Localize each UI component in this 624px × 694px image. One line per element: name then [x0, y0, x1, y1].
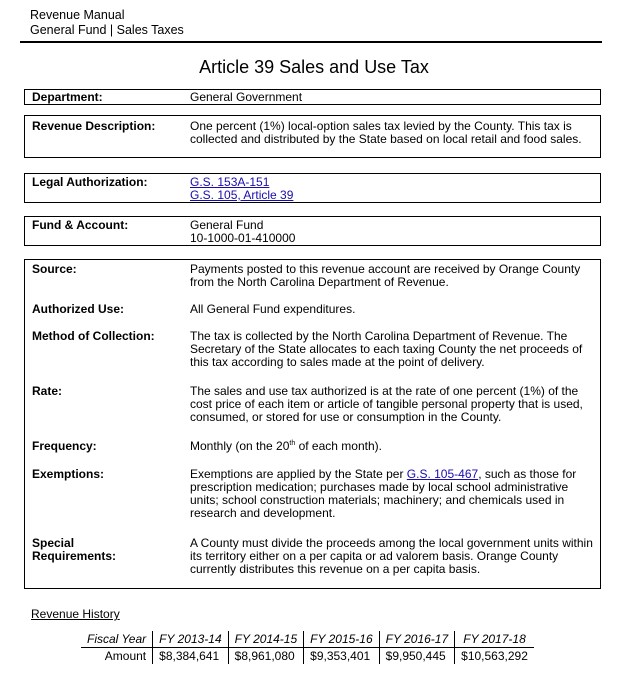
manual-title: Revenue Manual	[30, 8, 125, 22]
amount-cell: $9,950,445	[379, 648, 455, 665]
gs-105-article-39-link[interactable]: G.S. 105, Article 39	[190, 188, 294, 202]
frequency-label: Frequency:	[32, 439, 97, 453]
special-requirements-label: Special Requirements:	[32, 536, 117, 563]
exemptions-value: Exemptions are applied by the State per G.S. 105-467, such as those for prescription medication; purchases made by local school administrative units; school construction materials; machinery; and chemicals used in research and development.	[190, 467, 577, 520]
revenue-description-value: One percent (1%) local-option sales tax levied by the County. This tax is collected and distributed by the State based on local retail and food sales.	[190, 119, 582, 146]
amount-cell: $9,353,401	[304, 648, 380, 665]
department-value: General Government	[190, 90, 303, 104]
revenue-description-box	[24, 115, 601, 158]
fiscal-year-header: Fiscal Year	[81, 631, 153, 648]
legal-authorization-links	[190, 176, 595, 202]
fy-header: FY 2014-15	[228, 631, 304, 648]
source-value: Payments posted to this revenue account are received by Orange County from the North Carolina Department of Revenue.	[190, 262, 581, 289]
method-of-collection-label: Method of Collection:	[32, 329, 155, 343]
page-title: Article 39 Sales and Use Tax	[199, 57, 429, 77]
amount-cell: $8,961,080	[228, 648, 304, 665]
gs-105-467-link[interactable]: G.S. 105-467	[406, 467, 479, 481]
rate-value: The sales and use tax authorized is at the rate of one percent (1%) of the cost price of each item or article of tangible personal property that is used, consumed, or stored for use or consumption in the County.	[190, 384, 583, 424]
legal-authorization-box	[24, 173, 601, 203]
department-box	[24, 89, 601, 105]
amount-cell: $10,563,292	[455, 648, 534, 665]
source-label: Source:	[32, 262, 77, 276]
special-requirements-value: A County must divide the proceeds among the local government units within its territory either on a per capita or ad valorem basis. Orange County currently distributes this revenue on a per capita basis.	[190, 536, 593, 576]
fy-header: FY 2013-14	[153, 631, 229, 648]
legal-authorization-label: Legal Authorization:	[32, 175, 148, 189]
section-subtitle: General Fund | Sales Taxes	[30, 23, 184, 37]
revenue-history-table	[81, 631, 534, 664]
department-label: Department:	[32, 90, 103, 104]
fund-account-label: Fund & Account:	[32, 218, 129, 232]
amount-cell: $8,384,641	[153, 648, 229, 665]
fy-header: FY 2015-16	[304, 631, 380, 648]
revenue-history-title: Revenue History	[31, 607, 120, 621]
gs-153a-151-link[interactable]: G.S. 153A-151	[190, 175, 270, 189]
revenue-description-label: Revenue Description:	[32, 119, 156, 133]
fy-header: FY 2016-17	[379, 631, 455, 648]
amount-label: Amount	[104, 649, 147, 663]
fund-account-value: General Fund 10-1000-01-410000	[190, 218, 296, 245]
exemptions-label: Exemptions:	[32, 467, 105, 481]
authorized-use-value: All General Fund expenditures.	[190, 302, 356, 316]
revenue-history-amount-row	[81, 648, 534, 665]
rate-label: Rate:	[32, 384, 63, 398]
header-divider	[20, 41, 602, 43]
revenue-history-header-row	[81, 631, 534, 648]
fy-header: FY 2017-18	[455, 631, 534, 648]
document-header	[30, 8, 184, 38]
authorized-use-label: Authorized Use:	[32, 302, 125, 316]
details-box	[24, 259, 601, 589]
method-of-collection-value: The tax is collected by the North Carolina Department of Revenue. The Secretary of the State allocates to each taxing County the net proceeds of this tax according to sales made at the point of delivery.	[190, 329, 583, 369]
fund-account-box	[24, 216, 601, 246]
frequency-value: Monthly (on the 20th of each month).	[190, 439, 382, 453]
